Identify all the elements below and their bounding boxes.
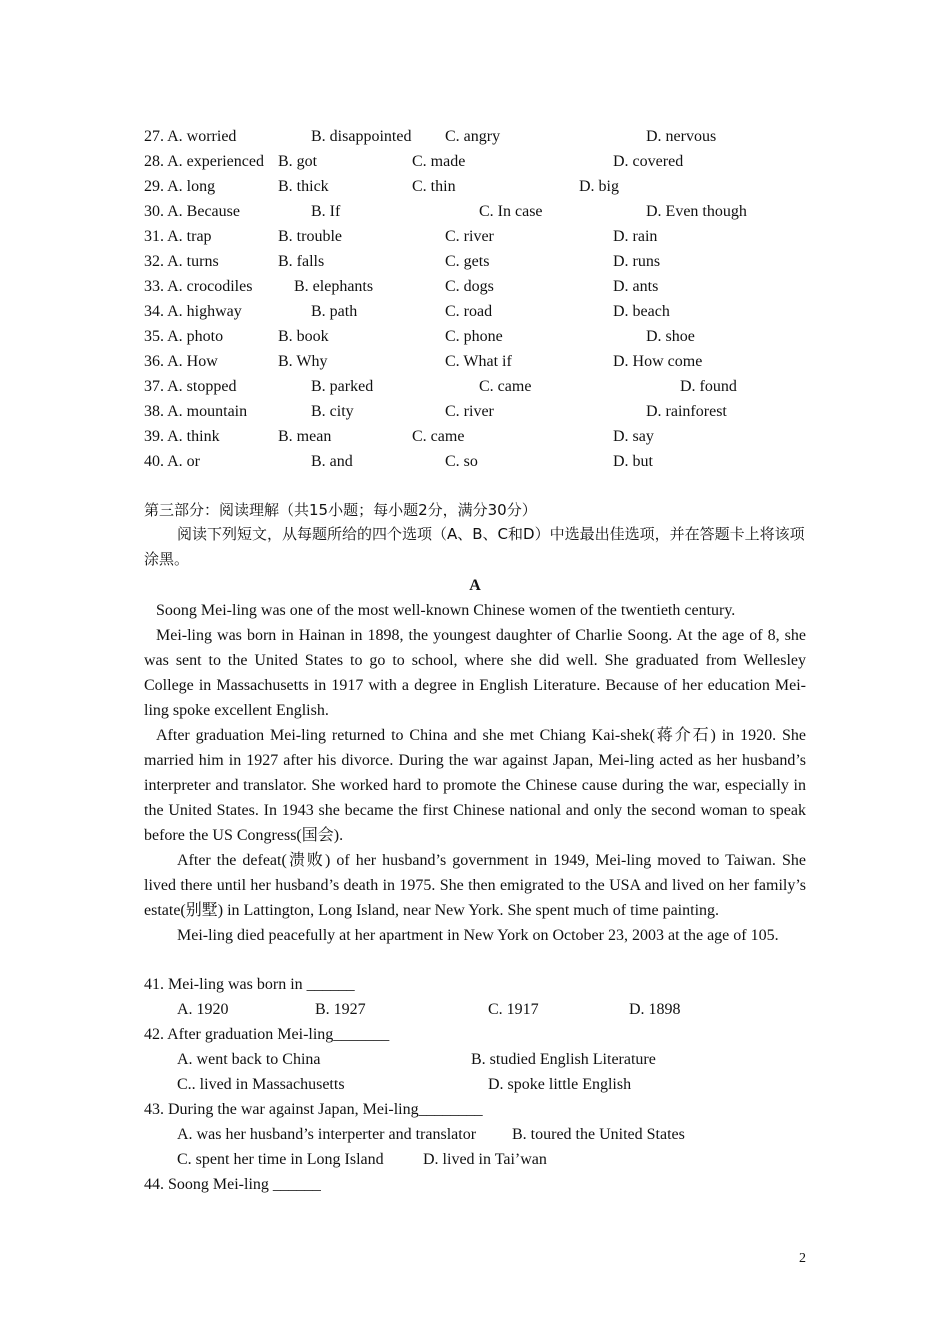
question-41-option-a: A. 1920 bbox=[177, 1001, 229, 1018]
option-row-28-b: B. got bbox=[278, 153, 318, 170]
option-row-39-d: D. say bbox=[613, 428, 654, 445]
passage-paragraph-3: After graduation Mei-ling returned to China and she met Chiang Kai-shek(蒋介石) in 1920. She married him in 1927 after his divorce. During the war against Japan, Mei-ling acted as her husband’s interpreter and translator. She worked hard to promote the Chinese cause during the war, especially in the United States. In 1943 she became the first Chinese national and only the second woman to speak before the US Congress(国会). bbox=[144, 727, 806, 844]
section-heading: 第三部分：阅读理解（共15小题；每小题2分，满分30分） bbox=[144, 501, 537, 519]
option-row-40-a: 40. A. or bbox=[144, 453, 200, 470]
passage-paragraph-4: After the defeat(溃败) of her husband’s government in 1949, Mei-ling moved to Taiwan. She lived there until her husband’s death in 1975. She then emigrated to the USA and lived on her family’s estate(别墅) in Lattington, Long Island, near New York. She spent much of time painting. bbox=[144, 852, 806, 919]
passage-paragraph-2: Mei-ling was born in Hainan in 1898, the youngest daughter of Charlie Soong. At the age of 8, she was sent to the United States to go to school, where she did well. She graduated from Wellesley College in Massachusetts in 1917 with a degree in English Literature. Because of her education Mei-ling spoke excellent English. bbox=[144, 627, 806, 719]
option-row-28-c: C. made bbox=[412, 153, 466, 170]
option-row-39-a: 39. A. think bbox=[144, 428, 220, 445]
option-row-29-a: 29. A. long bbox=[144, 178, 216, 195]
option-row-37-d: D. found bbox=[680, 378, 737, 395]
option-row-30-d: D. Even though bbox=[646, 203, 747, 220]
option-row-27-c: C. angry bbox=[445, 128, 501, 145]
option-row-29-b: B. thick bbox=[278, 178, 329, 195]
question-43-option-b: B. toured the United States bbox=[512, 1126, 685, 1143]
question-42-option-c: C.. lived in Massachusetts bbox=[177, 1076, 345, 1093]
question-43-stem: 43. During the war against Japan, Mei-ling________ bbox=[144, 1101, 483, 1118]
option-row-36-a: 36. A. How bbox=[144, 353, 218, 370]
option-row-40-c: C. so bbox=[445, 453, 478, 470]
option-row-33-b: B. elephants bbox=[294, 278, 374, 295]
option-row-40-d: D. but bbox=[613, 453, 653, 470]
question-41-option-b: B. 1927 bbox=[315, 1001, 366, 1018]
option-row-29-d: D. big bbox=[579, 178, 619, 195]
question-43-option-a: A. was her husband’s interperter and translator bbox=[177, 1126, 477, 1143]
option-row-28-d: D. covered bbox=[613, 153, 684, 170]
option-row-30-b: B. If bbox=[311, 203, 341, 220]
option-row-30-c: C. In case bbox=[479, 203, 543, 220]
question-43-option-c: C. spent her time in Long Island bbox=[177, 1151, 384, 1168]
option-row-35-a: 35. A. photo bbox=[144, 328, 224, 345]
option-row-33-c: C. dogs bbox=[445, 278, 494, 295]
option-row-31-c: C. river bbox=[445, 228, 494, 245]
question-42-option-d: D. spoke little English bbox=[488, 1076, 632, 1093]
question-41-option-d: D. 1898 bbox=[629, 1001, 681, 1018]
option-row-34-b: B. path bbox=[311, 303, 358, 320]
option-row-28-a: 28. A. experienced bbox=[144, 153, 264, 170]
question-42-option-b: B. studied English Literature bbox=[471, 1051, 656, 1068]
option-row-40-b: B. and bbox=[311, 453, 353, 470]
question-42-option-a: A. went back to China bbox=[177, 1051, 321, 1068]
option-row-36-b: B. Why bbox=[278, 353, 328, 370]
option-row-35-d: D. shoe bbox=[646, 328, 695, 345]
option-row-37-a: 37. A. stopped bbox=[144, 378, 237, 395]
page-number: 2 bbox=[799, 1251, 806, 1266]
option-row-32-b: B. falls bbox=[278, 253, 325, 270]
option-row-38-b: B. city bbox=[311, 403, 354, 420]
option-row-37-c: C. came bbox=[479, 378, 532, 395]
option-row-36-c: C. What if bbox=[445, 353, 512, 370]
option-row-33-d: D. ants bbox=[613, 278, 659, 295]
question-43-option-d: D. lived in Tai’wan bbox=[423, 1151, 547, 1168]
option-row-33-a: 33. A. crocodiles bbox=[144, 278, 253, 295]
option-row-27-b: B. disappointed bbox=[311, 128, 412, 145]
option-row-34-c: C. road bbox=[445, 303, 493, 320]
option-row-39-c: C. came bbox=[412, 428, 465, 445]
section-instruction: 阅读下列短文，从每题所给的四个选项（A、B、C和D）中选最出佳选项，并在答题卡上将该项涂黑。 bbox=[144, 525, 805, 568]
option-row-29-c: C. thin bbox=[412, 178, 456, 195]
passage-label: A bbox=[469, 577, 481, 594]
option-row-38-a: 38. A. mountain bbox=[144, 403, 248, 420]
option-row-27-a: 27. A. worried bbox=[144, 128, 237, 145]
question-41-option-c: C. 1917 bbox=[488, 1001, 539, 1018]
question-42-stem: 42. After graduation Mei-ling_______ bbox=[144, 1026, 390, 1043]
option-row-27-d: D. nervous bbox=[646, 128, 717, 145]
option-row-32-c: C. gets bbox=[445, 253, 490, 270]
question-41-stem: 41. Mei-ling was born in ______ bbox=[144, 976, 355, 993]
option-row-36-d: D. How come bbox=[613, 353, 703, 370]
option-row-38-c: C. river bbox=[445, 403, 494, 420]
option-row-32-a: 32. A. turns bbox=[144, 253, 219, 270]
option-row-31-b: B. trouble bbox=[278, 228, 342, 245]
option-row-31-a: 31. A. trap bbox=[144, 228, 212, 245]
option-row-34-a: 34. A. highway bbox=[144, 303, 242, 320]
option-row-30-a: 30. A. Because bbox=[144, 203, 240, 220]
option-row-38-d: D. rainforest bbox=[646, 403, 727, 420]
option-row-31-d: D. rain bbox=[613, 228, 658, 245]
option-row-35-c: C. phone bbox=[445, 328, 503, 345]
option-row-32-d: D. runs bbox=[613, 253, 661, 270]
option-row-39-b: B. mean bbox=[278, 428, 332, 445]
option-row-37-b: B. parked bbox=[311, 378, 374, 395]
passage-paragraph-5: Mei-ling died peacefully at her apartment in New York on October 23, 2003 at the age of 105. bbox=[177, 927, 779, 944]
passage-paragraph-1: Soong Mei-ling was one of the most well-known Chinese women of the twentieth century. bbox=[156, 602, 736, 619]
question-44-stem: 44. Soong Mei-ling ______ bbox=[144, 1176, 321, 1193]
option-row-34-d: D. beach bbox=[613, 303, 670, 320]
option-row-35-b: B. book bbox=[278, 328, 329, 345]
